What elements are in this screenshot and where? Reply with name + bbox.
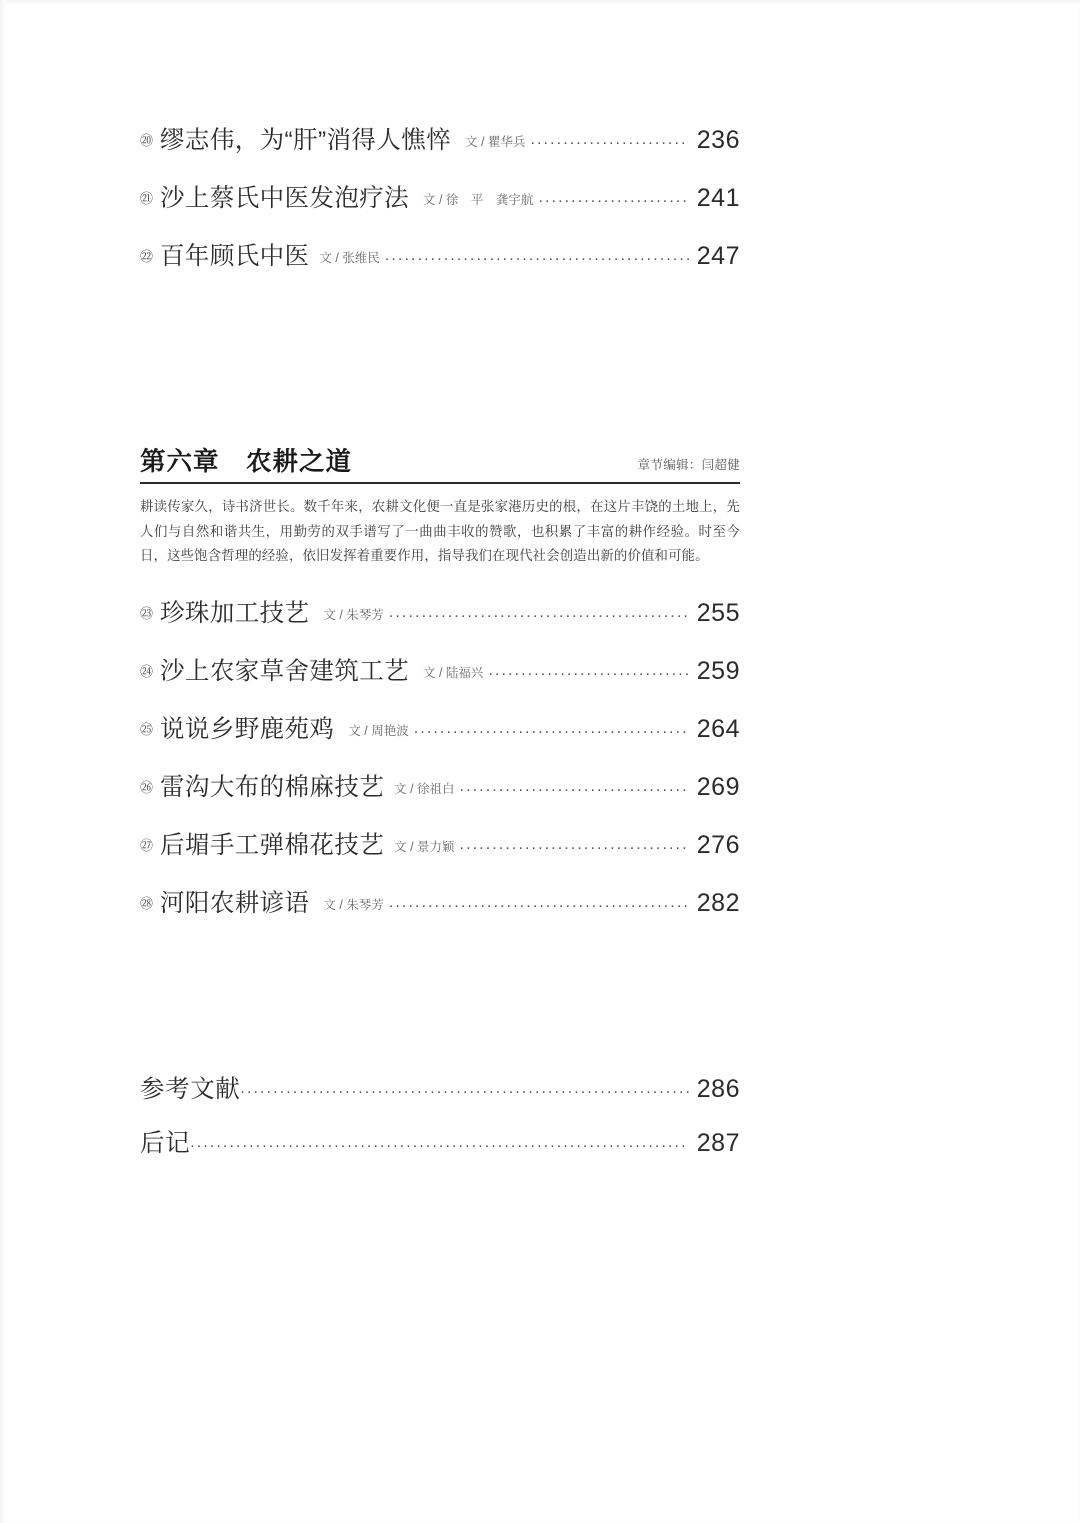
- entry-number: ⑳: [140, 133, 154, 148]
- entry-page-number: 255: [696, 598, 740, 627]
- entry-number: ㉔: [140, 663, 154, 679]
- toc-entry[interactable]: [140, 128, 740, 186]
- chapter-header: [140, 448, 740, 484]
- dot-leader: [414, 720, 689, 738]
- toc-content: [140, 0, 740, 1185]
- toc-entry[interactable]: [140, 598, 740, 659]
- entry-page-number: 282: [696, 888, 740, 917]
- entry-author: 文 / 瞿华兵: [465, 135, 526, 149]
- dot-leader: [385, 247, 689, 265]
- dot-leader: [538, 189, 689, 207]
- entry-title: 说说乡野鹿苑鸡: [160, 715, 335, 743]
- entry-number: ㉗: [140, 837, 154, 853]
- entry-title: 百年顾氏中医: [160, 243, 310, 270]
- back-matter-page-number: 286: [696, 1074, 740, 1103]
- entry-page-number: 247: [696, 242, 740, 270]
- toc-section-chapter: [140, 598, 740, 949]
- entry-title: 缪志伟，为“肝”消得人憔悴: [160, 127, 452, 154]
- toc-entry[interactable]: [140, 888, 740, 949]
- toc-entry[interactable]: [140, 830, 740, 891]
- entry-author: 文 / 张维民: [319, 251, 380, 265]
- entry-page-number: 276: [696, 830, 740, 859]
- toc-entry[interactable]: [140, 714, 740, 775]
- chapter-title: 第六章 农耕之道: [140, 448, 353, 476]
- back-matter-section: [140, 1074, 740, 1185]
- entry-page-number: 269: [696, 772, 740, 801]
- entry-author: 文 / 徐祖白: [394, 781, 455, 796]
- back-matter-entry[interactable]: [140, 1074, 740, 1131]
- entry-number: ㉕: [140, 721, 154, 737]
- dot-leader: [389, 604, 689, 622]
- dot-leader: [460, 836, 689, 854]
- back-matter-entry[interactable]: [140, 1128, 740, 1185]
- entry-number: ㉒: [140, 249, 154, 264]
- entry-author: 文 / 周艳波: [348, 723, 409, 738]
- entry-number: ㉘: [140, 895, 154, 911]
- entry-title: 雷沟大布的棉麻技艺: [160, 773, 385, 801]
- dot-leader: [240, 1080, 689, 1098]
- back-matter-title: 后记: [140, 1129, 191, 1157]
- scan-edge-left: [0, 0, 6, 1523]
- toc-entry[interactable]: [140, 186, 740, 244]
- entry-title: 沙上蔡氏中医发泡疗法: [160, 185, 410, 212]
- dot-leader: [389, 894, 689, 912]
- entry-page-number: 241: [696, 184, 740, 212]
- toc-entry[interactable]: [140, 656, 740, 717]
- dot-leader: [460, 778, 689, 796]
- dot-leader: [530, 131, 689, 149]
- dot-leader: [190, 1134, 689, 1152]
- entry-title: 后堳手工弹棉花技艺: [160, 831, 385, 859]
- entry-author: 文 / 徐 平 龚宇航: [423, 193, 534, 207]
- entry-title: 珍珠加工技艺: [160, 599, 310, 627]
- entry-page-number: 264: [696, 714, 740, 743]
- entry-number: ㉖: [140, 779, 154, 795]
- entry-author: 文 / 陆福兴: [423, 665, 484, 680]
- chapter-block: [140, 448, 740, 569]
- entry-page-number: 259: [696, 656, 740, 685]
- toc-entry[interactable]: [140, 772, 740, 833]
- entry-title: 沙上农家草舍建筑工艺: [160, 657, 410, 685]
- entry-title: 河阳农耕谚语: [160, 889, 310, 917]
- toc-section-top: [140, 128, 740, 302]
- chapter-editor: 章节编辑：闫超健: [637, 458, 740, 473]
- entry-number: ㉑: [140, 191, 154, 206]
- toc-entry[interactable]: [140, 244, 740, 302]
- chapter-description: 耕读传家久，诗书济世长。数千年来，农耕文化便一直是张家港历史的根，在这片丰饶的土地上，先人们与自然和谐共生，用勤劳的双手谱写了一曲曲丰收的赞歌，也积累了丰富的耕作经验。时至今日，这些饱含哲理的经验，依旧发挥着重要作用，指导我们在现代社会创造出新的价值和可能。: [140, 499, 740, 564]
- entry-author: 文 / 朱琴芳: [323, 607, 384, 622]
- entry-author: 文 / 景力颖: [394, 839, 455, 854]
- entry-page-number: 236: [696, 126, 740, 154]
- entry-number: ㉓: [140, 605, 154, 621]
- dot-leader: [488, 662, 689, 680]
- back-matter-page-number: 287: [696, 1128, 740, 1157]
- entry-author: 文 / 朱琴芳: [323, 897, 384, 912]
- back-matter-title: 参考文献: [140, 1075, 241, 1103]
